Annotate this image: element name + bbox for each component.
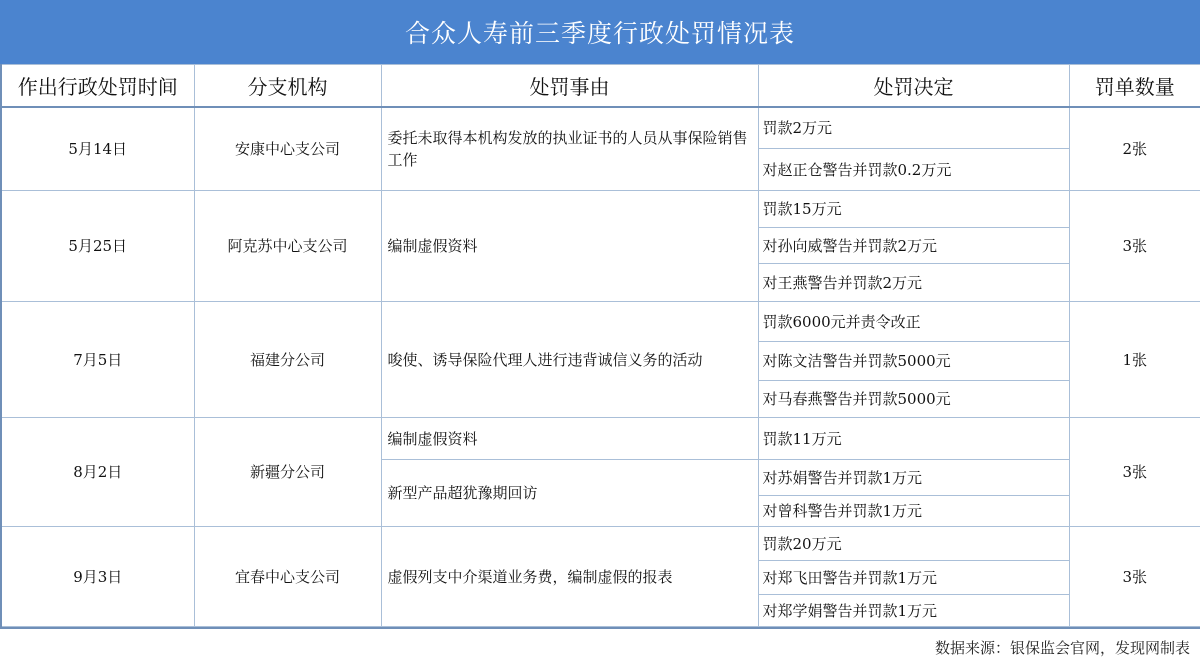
decision-cell: 罚款20万元 — [758, 527, 1069, 561]
header-count: 罚单数量 — [1069, 65, 1200, 107]
table-row — [1, 418, 1200, 460]
date-cell: 7月5日 — [1, 302, 194, 418]
table-row — [1, 107, 1200, 149]
decision-cell: 罚款2万元 — [758, 107, 1069, 149]
count-cell: 2张 — [1069, 107, 1200, 191]
branch-cell: 阿克苏中心支公司 — [194, 191, 381, 302]
decision-cell: 对郑学娟警告并罚款1万元 — [758, 595, 1069, 627]
date-cell: 8月2日 — [1, 418, 194, 527]
header-branch: 分支机构 — [194, 65, 381, 107]
reason-cell: 虚假列支中介渠道业务费，编制虚假的报表 — [381, 527, 758, 627]
table-row — [1, 191, 1200, 228]
header-row — [1, 65, 1200, 107]
date-cell: 5月14日 — [1, 107, 194, 191]
penalty-table — [0, 64, 1200, 627]
decision-cell: 罚款11万元 — [758, 418, 1069, 460]
table-row — [1, 527, 1200, 561]
header-date: 作出行政处罚时间 — [1, 65, 194, 107]
reason-cell: 唆使、诱导保险代理人进行违背诚信义务的活动 — [381, 302, 758, 418]
reason-cell: 新型产品超犹豫期回访 — [381, 460, 758, 527]
branch-cell: 新疆分公司 — [194, 418, 381, 527]
date-cell: 9月3日 — [1, 527, 194, 627]
decision-cell: 对曾科警告并罚款1万元 — [758, 496, 1069, 527]
date-cell: 5月25日 — [1, 191, 194, 302]
header-reason: 处罚事由 — [381, 65, 758, 107]
source-footer: 数据来源：银保监会官网，发现网制表 — [0, 627, 1200, 665]
header-decision: 处罚决定 — [758, 65, 1069, 107]
decision-cell: 罚款15万元 — [758, 191, 1069, 228]
decision-cell: 对赵正仓警告并罚款0.2万元 — [758, 149, 1069, 191]
branch-cell: 安康中心支公司 — [194, 107, 381, 191]
branch-cell: 宜春中心支公司 — [194, 527, 381, 627]
count-cell: 3张 — [1069, 527, 1200, 627]
count-cell: 1张 — [1069, 302, 1200, 418]
table-row — [1, 302, 1200, 342]
decision-cell: 对苏娟警告并罚款1万元 — [758, 460, 1069, 496]
decision-cell: 对马春燕警告并罚款5000元 — [758, 381, 1069, 418]
count-cell: 3张 — [1069, 191, 1200, 302]
reason-cell: 编制虚假资料 — [381, 418, 758, 460]
branch-cell: 福建分公司 — [194, 302, 381, 418]
decision-cell: 对陈文洁警告并罚款5000元 — [758, 342, 1069, 381]
table-title: 合众人寿前三季度行政处罚情况表 — [0, 0, 1200, 64]
decision-cell: 对孙向威警告并罚款2万元 — [758, 228, 1069, 264]
reason-cell: 委托未取得本机构发放的执业证书的人员从事保险销售工作 — [381, 107, 758, 191]
decision-cell: 对王燕警告并罚款2万元 — [758, 264, 1069, 302]
decision-cell: 对郑飞田警告并罚款1万元 — [758, 561, 1069, 595]
decision-cell: 罚款6000元并责令改正 — [758, 302, 1069, 342]
count-cell: 3张 — [1069, 418, 1200, 527]
reason-cell: 编制虚假资料 — [381, 191, 758, 302]
